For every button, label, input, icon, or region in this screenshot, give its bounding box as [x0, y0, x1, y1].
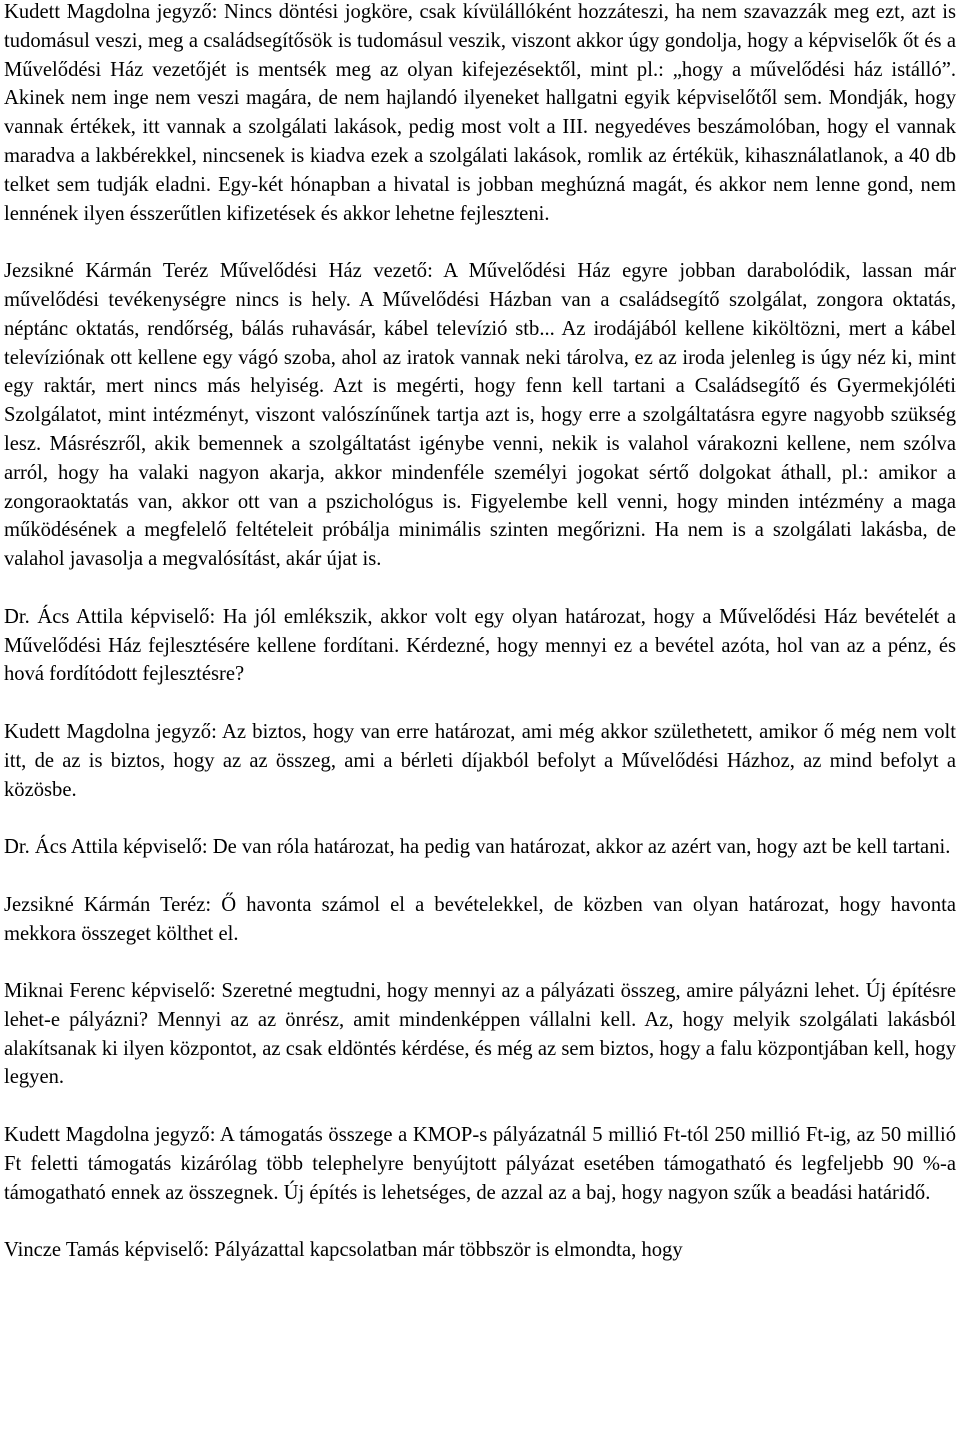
paragraph-jezsikne-2: Jezsikné Kármán Teréz: Ő havonta számol el a bevételekkel, de közben van olyan határozat, hogy havonta mekkora összeget költhet el.: [4, 893, 956, 945]
paragraph-vincze: Vincze Tamás képviselő: Pályázattal kapcsolatban már többször is elmondta, hogy: [4, 1239, 683, 1262]
paragraph-kudett-1: Kudett Magdolna jegyző: Nincs döntési jogköre, csak kívülállóként hozzáteszi, ha nem szavazzák meg ezt, azt is tudomásul veszi, meg a családsegítősök is tudomásul veszik, viszont akkor úgy gondolja, hogy a képviselők őt és a Művelődési Ház vezetőjét is mentsék meg az olyan kifejezésektől, mint pl.: „hogy a művelődési ház istálló”. Akinek nem inge nem veszi magára, de nem hajlandó ilyeneket hallgatni egyik képviselőtől sem. Mondják, hogy vannak értékek, itt vannak a szolgálati lakások, pedig most volt a III. negyedéves beszámolóban, hogy el vannak maradva a lakbérekkel, nincsenek is kiadva ezek a szolgálati lakások, romlik az értékük, kihasználatlanok, a 40 db telket sem tudják eladni. Egy-két hónapban a hivatal is jobban meghúzná magát, és akkor nem lenne gond, nem lennének ilyen ésszerűtlen kifizetések és akkor lehetne fejleszteni.: [4, 1, 956, 225]
paragraph-kudett-2: Kudett Magdolna jegyző: Az biztos, hogy van erre határozat, ami még akkor születhetett, amikor ő még nem volt itt, de az is biztos, hogy az az összeg, ami a bérleti díjakból befolyt a Művelődési Házhoz, az mind befolyt a közösbe.: [4, 720, 956, 801]
paragraph-kudett-3: Kudett Magdolna jegyző: A támogatás összege a KMOP-s pályázatnál 5 millió Ft-tól 250 millió Ft-ig, az 50 millió Ft feletti támogatás kizárólag több telephelyre benyújtott pályázat esetében támogatható és legfeljebb 90 %-a támogatható ennek az összegnek. Új építés is lehetséges, de azzal az a baj, hogy nagyon szűk a beadási határidő.: [4, 1124, 956, 1204]
paragraph-miknai: Miknai Ferenc képviselő: Szeretné megtudni, hogy mennyi az a pályázati összeg, amire pályázni lehet. Új építésre lehet-e pályázni? Mennyi az az önrész, amit mindenképpen vállalni kell. Az, hogy melyik szolgálati lakásból alakítsanak ki ilyen központot, az csak eldöntés kérdése, és még az sem biztos, hogy a falu központjában kell, hogy legyen.: [4, 980, 956, 1089]
paragraph-jezsikne-1: Jezsikné Kármán Teréz Művelődési Ház vezető: A Művelődési Ház egyre jobban darabolódik, lassan már művelődési tevékenységre nincs is hely. A Művelődési Házban van a családsegítő szolgálat, zongora oktatás, néptánc oktatás, rendőrség, bálás ruhavásár, kábel televízió stb... Az irodájából kellene kiköltözni, mert a kábel televíziónak ott kellene egy vágó szoba, ahol az iratok vannak neki tárolva, ez az iroda jelenleg is úgy néz ki, mint egy raktár, mert nincs más helyiség. Azt is megérti, hogy fenn kell tartani a Családsegítő és Gyermekjóléti Szolgálatot, mint intézményt, viszont valószínűnek tartja azt is, hogy erre a szolgáltatásra egyre nagyobb szükség lesz. Másrészről, akik bemennek a szolgáltatást igénybe venni, nekik is valahol várakozni kellene, nem szólva arról, hogy ha valaki nagyon akarja, akkor mindenféle személyi jogokat sértő dolgokat áthall, pl.: amikor a zongoraoktatás van, akkor ott van a pszichológus is. Figyelembe kell venni, hogy minden intézmény a maga működésének a megfelelő feltételeit próbálja minimális szinten megőrizni. Ha nem is a szolgálati lakásba, de valahol javasolja a megvalósítást, akár újat is.: [4, 260, 956, 571]
paragraph-acs-2: Dr. Ács Attila képviselő: De van róla határozat, ha pedig van határozat, akkor az azért van, hogy azt be kell tartani.: [4, 836, 951, 859]
paragraph-acs-1: Dr. Ács Attila képviselő: Ha jól emlékszik, akkor volt egy olyan határozat, hogy a Művelődési Ház bevételét a Művelődési Ház fejlesztésére kellene fordítani. Kérdezné, hogy mennyi ez a bevétel azóta, hol van az a pénz, és hová fordítódott fejlesztésre?: [4, 605, 956, 686]
document-page: [4, 0, 956, 1294]
